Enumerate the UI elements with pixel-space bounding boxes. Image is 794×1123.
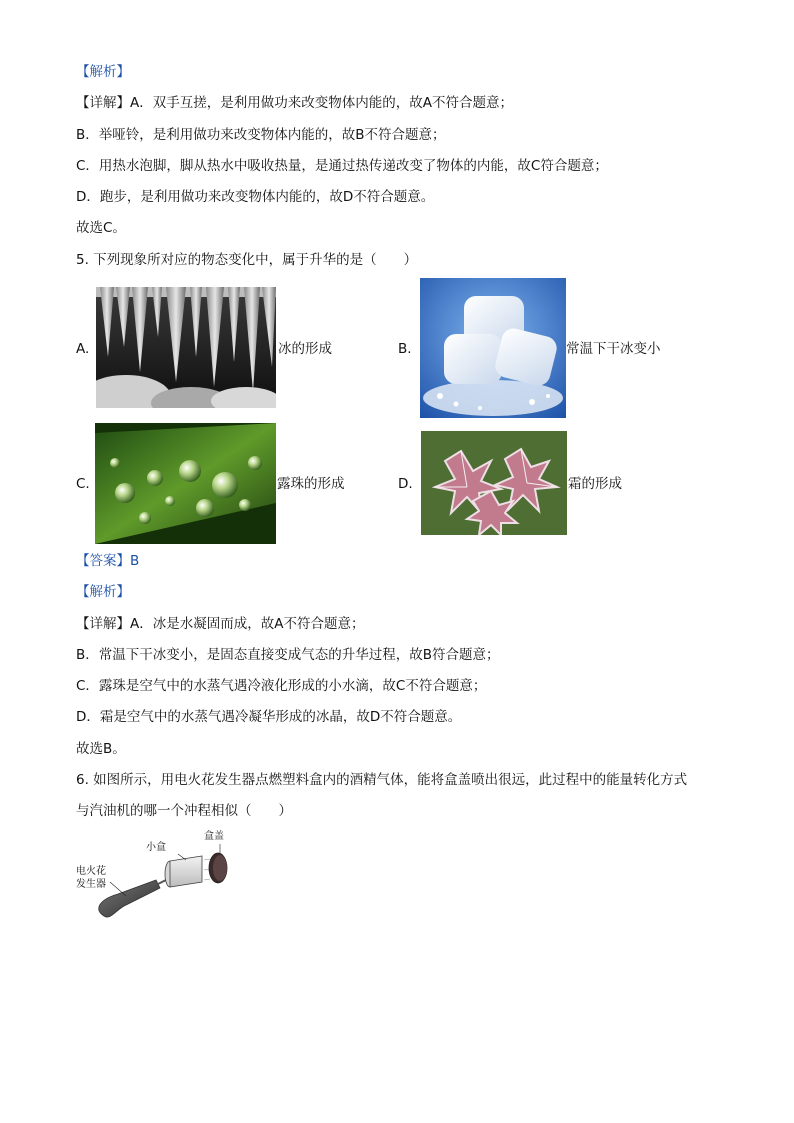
detail-line-a-1 — [76, 94, 513, 112]
conclusion-2: 故选B。 — [76, 741, 126, 757]
detail-tag-1: 【详解】 — [76, 95, 130, 111]
analysis-tag-2: 【解析】 — [76, 584, 130, 600]
q6-stem-line1: 6. 如图所示，用电火花发生器点燃塑料盒内的酒精气体，能将盒盖喷出很远，此过程中的能量转化方式 — [76, 772, 688, 788]
detail-line-b-1: B．举哑铃，是利用做功来改变物体内能的，故B不符合题意； — [76, 127, 446, 143]
analysis-tag-1: 【解析】 — [76, 64, 130, 80]
detail-line-b-2: B．常温下干冰变小，是固态直接变成气态的升华过程，故B符合题意； — [76, 647, 500, 663]
igniter-label-line2: 发生器 — [76, 879, 106, 890]
q5-option-d-caption: 霜的形成 — [568, 476, 622, 492]
icicle-photo — [96, 287, 276, 408]
detail-line-c-1: C．用热水泡脚，脚从热水中吸收热量，是通过热传递改变了物体的内能，故C符合题意； — [76, 158, 608, 174]
frost-photo — [421, 431, 567, 535]
conclusion-1: 故选C。 — [76, 220, 126, 236]
q5-option-b-caption: 常温下干冰变小 — [566, 341, 661, 357]
q6-stem-line2: 与汽油机的哪一个冲程相似（ ） — [76, 803, 292, 819]
q5-option-c-caption: 露珠的形成 — [277, 476, 345, 492]
q5-stem: 5. 下列现象所对应的物态变化中，属于升华的是（ ） — [76, 252, 418, 268]
dry-ice-photo — [420, 278, 566, 418]
detail-line-d-2: D．霜是空气中的水蒸气遇冷凝华形成的冰晶，故D不符合题意。 — [76, 709, 462, 725]
detail-line-a-2 — [76, 615, 364, 633]
detail-tag-2: 【详解】 — [76, 616, 130, 632]
detail-a-text-1: A．双手互搓，是利用做功来改变物体内能的，故A不符合题意； — [130, 95, 513, 111]
q5-option-a-caption: 冰的形成 — [278, 341, 332, 357]
q5-option-a-letter: A. — [76, 341, 90, 357]
detail-line-c-2: C．露珠是空气中的水蒸气遇冷液化形成的小水滴，故C不符合题意； — [76, 678, 487, 694]
detail-a-text-2: A．冰是水凝固而成，故A不符合题意； — [130, 616, 365, 632]
box-label: 小盒 — [146, 842, 166, 853]
detail-line-d-1: D．跑步，是利用做功来改变物体内能的，故D不符合题意。 — [76, 189, 435, 205]
igniter-figure — [74, 830, 244, 926]
q5-option-b-letter: B. — [398, 341, 412, 357]
q5-option-d-letter: D. — [398, 476, 413, 492]
igniter-label-line1: 电火花 — [76, 866, 106, 877]
dew-photo — [95, 423, 276, 544]
q5-answer: 【答案】B — [76, 553, 140, 569]
q5-option-c-letter: C. — [76, 476, 90, 492]
lid-label: 盒盖 — [204, 831, 224, 842]
